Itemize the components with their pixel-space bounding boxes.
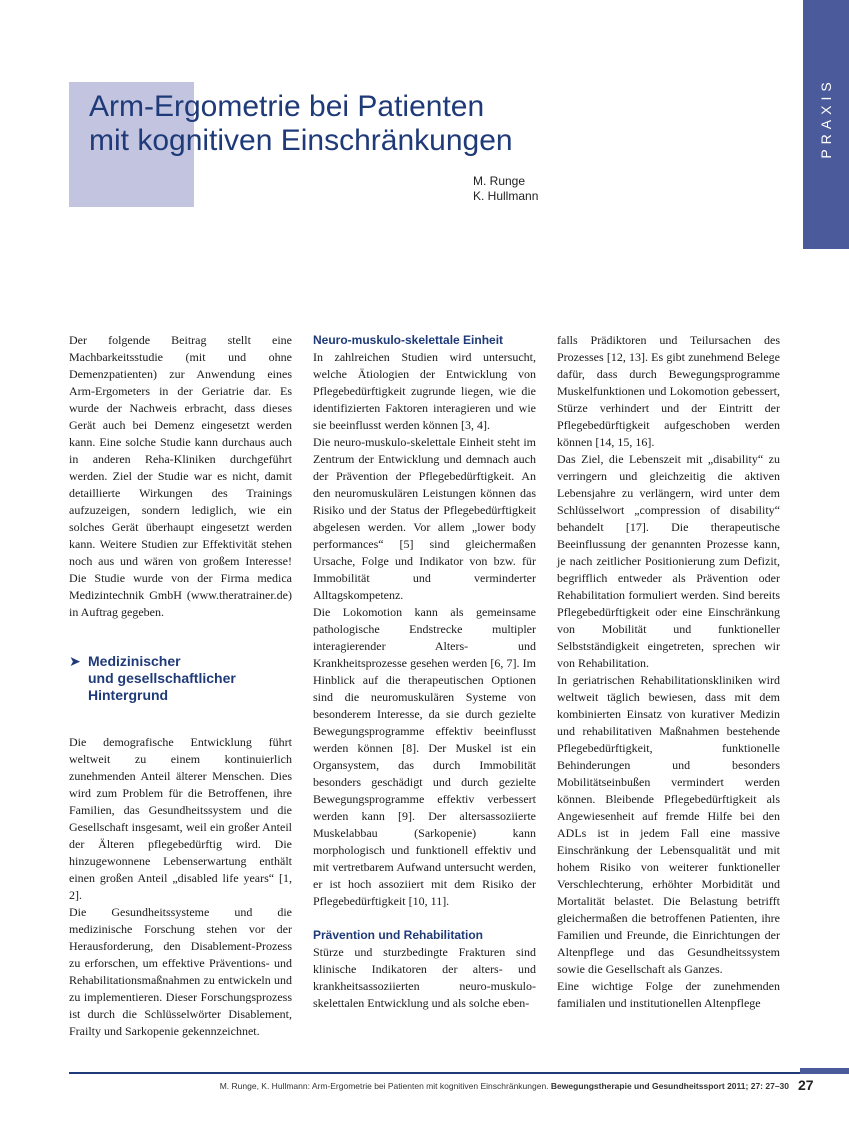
section-heading <box>69 653 292 704</box>
body-paragraph: Die demografische Entwicklung führt weltweit zu einem kontinuierlich zunehmenden Anteil älterer Menschen. Dies wird zum Problem für die Betroffenen, ihre Familien, das Gesundheitssystem und die Gesellschaft insgesamt, weil ein großer Anteil der Älteren pflegebedürftig wird. Die hinzugewonnene Lebenserwartung enthält einen großen Anteil „disabled life years“ [1, 2]. <box>69 735 292 902</box>
footer-rule-accent <box>800 1068 849 1074</box>
journal-reference: Bewegungstherapie und Gesundheitssport 2011; 27: 27–30 <box>550 1081 789 1091</box>
author-1: M. Runge <box>473 174 526 188</box>
citation-text: M. Runge, K. Hullmann: Arm-Ergometrie bei Patienten mit kognitiven Einschränkungen. <box>219 1081 549 1091</box>
text-column-2 <box>313 332 536 1012</box>
section-heading-line-1: Medizinischer <box>88 653 181 669</box>
section-heading-line-3: Hintergrund <box>88 687 169 703</box>
body-paragraph: falls Prädiktoren und Teilursachen des Prozesses [12, 13]. Es gibt zunehmend Belege dafür, dass durch Bewegungsprogramme Muskelfunktionen und Lokomotion gebessert, Stürze verhindert und der Eintritt der Pflegebedürftigkeit aufgeschoben werden können [14, 15, 16]. <box>557 333 780 449</box>
page-number: 27 <box>798 1077 814 1093</box>
text-column-1 <box>69 332 292 1040</box>
body-paragraph: In zahlreichen Studien wird untersucht, welche Ätiologien der Entwicklung von Pflegebedürftigkeit zugrunde liegen, wie die identifizierten Faktoren interagieren und wie sie beeinflusst werden können [3, 4]. <box>313 350 536 432</box>
arrow-right-icon: ➤ <box>69 653 81 669</box>
text-column-3 <box>557 332 780 1012</box>
body-paragraph: Das Ziel, die Lebenszeit mit „disability“ zu verringern und gleichzeitig die aktiven Lebensjahre zu verlängern, wird unter dem Schlüsselwort „compression of disability“ behandelt [17]. Die therapeutische Beeinflussung der genannten Prozesse kann, je nach zeitlicher Positionierung zum Defizit, begrifflich entweder als Prävention oder Rehabilitation formuliert werden. Sind bereits Pflegebedürftigkeit oder eine Einschränkung von Mobilität und funktioneller Selbstständigkeit eingetreten, sprechen wir von Rehabilitation. <box>557 452 780 670</box>
subheading-neuro-muskulo-skelettale-einheit: Neuro-muskulo-skelettale Einheit <box>313 333 504 347</box>
footer-rule <box>69 1072 849 1074</box>
body-paragraph: Die neuro-muskulo-skelettale Einheit steht im Zentrum der Entwicklung und demnach auch der Prävention der Pflegebedürftigkeit. An den neuromuskulären Leistungen können das Risiko und der Status der Pflegebedürftigkeit abgelesen werden. Vor allem „lower body performances“ [5] sind gleichermaßen Ursache, Folge und Indikator von bzw. für Immobilität und verminderter Alltagskompetenz. <box>313 435 536 602</box>
body-paragraph: Stürze und sturzbedingte Frakturen sind klinische Indikatoren der alters- und krankheitsassoziierten neuro-muskulo-skelettalen Entwicklung und als solche eben- <box>313 945 536 1010</box>
footer-citation <box>0 1081 789 1091</box>
subheading-praevention-und-rehabilitation: Prävention und Rehabilitation <box>313 928 484 942</box>
body-paragraph: Die Lokomotion kann als gemeinsame pathologische Endstrecke multipler interagierender Alters- und Krankheitsprozesse gesehen werden [6, 7]. Im Hinblick auf die therapeutischen Optionen sind die neuromuskulären Systeme von besonderem Interesse, da sie durch gezielte Bewegungsprogramme effektiv beeinflusst werden können [8]. Der Muskel ist ein Organsystem, das durch Immobilität besonders geschädigt und durch gezielte Bewegungsprogramme effektiv verbessert werden kann [9]. Der altersassoziierte Muskelabbau (Sarkopenie) kann morphologisch und funktionell effektiv und mit vertretbarem Aufwand untersucht werden, er ist hoch assoziiert mit dem Risiko der Pflegebedürftigkeit [10, 11]. <box>313 605 536 908</box>
section-tab-label: PRAXIS <box>818 77 834 159</box>
body-paragraph: In geriatrischen Rehabilitationskliniken wird weltweit täglich bewiesen, dass mit dem kombinierten Einsatz von kurativer Medizin und rehabilitativen Maßnahmen bestehende Pflegebedürftigkeit, funktionelle Behinderungen und besonders Mobilitätseinbußen vermindert werden können. Bleibende Pflegebedürftigkeit als Angewiesenheit auf fremde Hilfe bei den ADLs ist in jedem Fall eine massive Einschränkung der Lebensqualität und mit hohem Risiko von weiterer funktioneller Verschlechterung, erhöhter Morbidität und Mortalität belastet. Die Belastung betrifft gleichermaßen die betroffenen Patienten, ihre Familien und Freunde, die Einrichtungen der Altenpflege und das Gesundheitssystem sowie die Gesellschaft als Ganzes. <box>557 673 780 976</box>
author-list <box>473 174 538 204</box>
title-line-1: Arm-Ergometrie bei Patienten <box>89 90 485 123</box>
author-2: K. Hullmann <box>473 189 539 203</box>
section-heading-line-2: und gesellschaftlicher <box>88 670 236 686</box>
article-title <box>89 90 513 158</box>
body-paragraph: Die Gesundheitssysteme und die medizinische Forschung stehen vor der Herausforderung, den Disablement-Prozess zu erforschen, um effektive Präventions- und Rehabilitationsmaßnahmen zu entwickeln und zu implementieren. Dieser Forschungsprozess ist durch die Schlüsselwörter Disablement, Frailty und Sarkopenie gekennzeichnet. <box>69 905 292 1038</box>
body-paragraph: Eine wichtige Folge der zunehmenden familialen und institutionellen Altenpflege <box>557 979 780 1010</box>
abstract: Der folgende Beitrag stellt eine Machbarkeitsstudie (mit und ohne Demenzpatienten) zur Anwendung eines Arm-Ergometers in der Geriatrie dar. Es wurde der Nachweis erbracht, dass dieses Gerät auch bei Demenz eingesetzt werden kann. Eine solche Studie kann durchaus auch in anderen Reha-Kliniken durchgeführt werden. Ziel der Studie war es nicht, damit detaillierte Wirkungen des Trainings aufzuzeigen, sondern lediglich, wie ein solches Gerät überhaupt eingesetzt werden kann. Weitere Studien zur Effektivität stehen noch aus und wären von großem Interesse! Die Studie wurde von der Firma medica Medizintechnik GmbH (www.theratrainer.de) in Auftrag gegeben. <box>69 333 292 619</box>
title-line-2: mit kognitiven Einschränkungen <box>89 124 513 157</box>
